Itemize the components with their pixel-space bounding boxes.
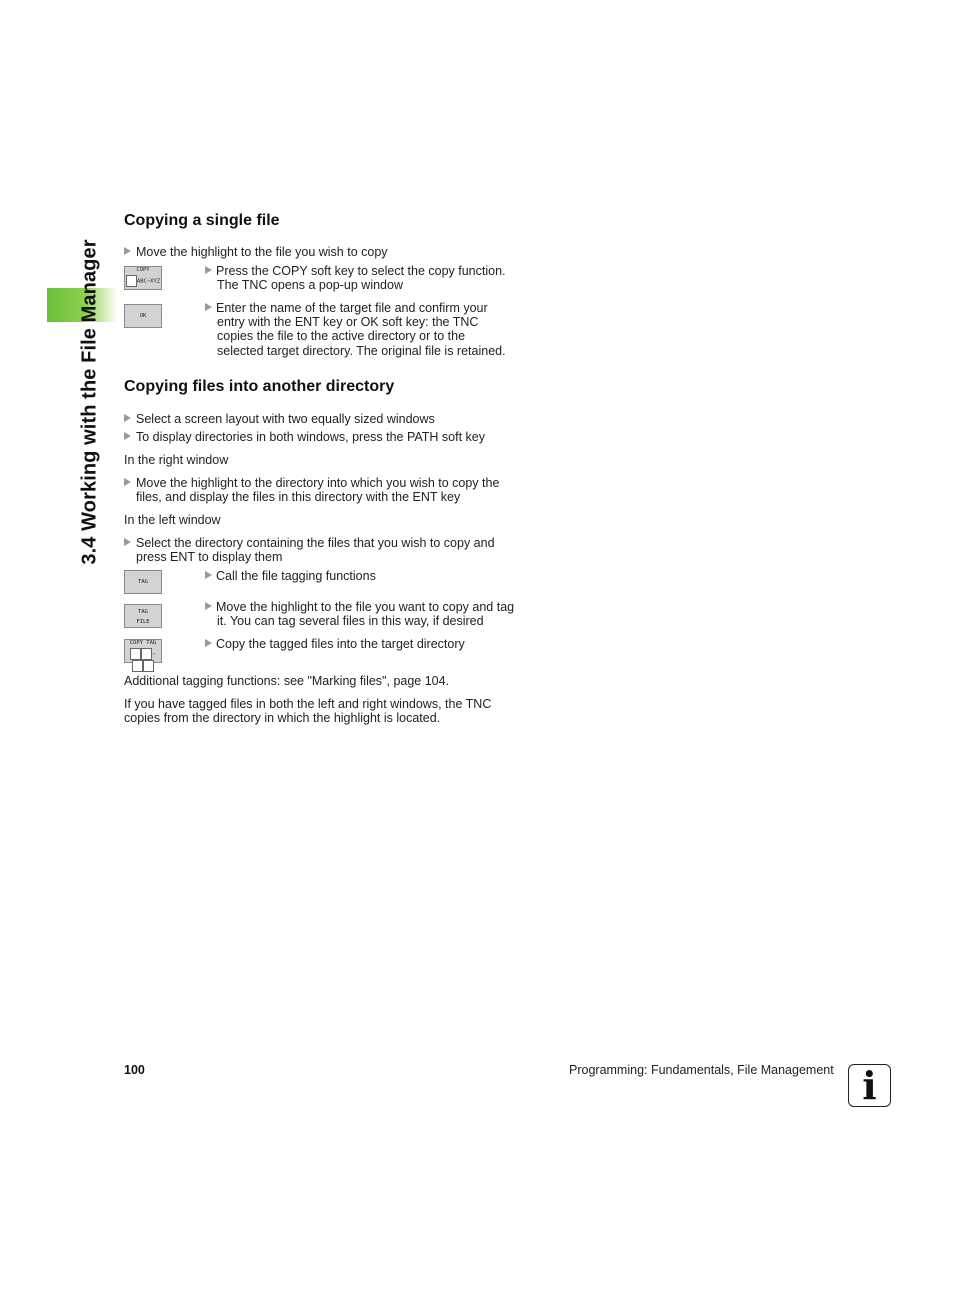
file-icon	[126, 275, 137, 287]
tag-softkey[interactable]: TAG	[124, 570, 162, 594]
step-text: Enter the name of the target file and confirm your	[216, 301, 488, 315]
step-arrow-icon	[205, 571, 212, 579]
step-text: To display directories in both windows, press the PATH soft key	[136, 430, 485, 444]
copy-softkey[interactable]: COPY ABC→XYZ	[124, 266, 162, 290]
arrow-right-icon: →	[152, 651, 156, 658]
page-number: 100	[124, 1063, 145, 1077]
file-icon	[130, 648, 141, 660]
step-arrow-icon	[205, 303, 212, 311]
arrow-right-icon: →	[146, 278, 151, 285]
section-heading-copy-directory: Copying files into another directory	[124, 378, 395, 395]
step-text: Move the highlight to the directory into which you wish to copy the	[136, 476, 500, 490]
step-text: Call the file tagging functions	[216, 569, 376, 583]
ok-softkey[interactable]: OK	[124, 304, 162, 328]
file-icon	[141, 648, 152, 660]
step-arrow-icon	[124, 538, 131, 546]
file-icon	[132, 660, 143, 672]
step-arrow-icon	[205, 639, 212, 647]
copy-tag-softkey[interactable]: COPY TAG →	[124, 639, 162, 663]
footer-title: Programming: Fundamentals, File Management	[569, 1063, 834, 1077]
step-text: Press the COPY soft key to select the copy function.	[216, 264, 506, 278]
file-icon	[143, 660, 154, 672]
info-icon: i	[848, 1064, 891, 1107]
subheading-left-window: In the left window	[124, 513, 221, 527]
note-text: copies from the directory in which the highlight is located.	[124, 711, 441, 725]
section-heading-copy-single: Copying a single file	[124, 212, 280, 229]
step-text: files, and display the files in this directory with the ENT key	[136, 490, 461, 504]
step-text: press ENT to display them	[136, 550, 283, 564]
step-text: copies the file to the active directory or to the	[217, 329, 466, 343]
step-arrow-icon	[205, 266, 212, 274]
step-arrow-icon	[124, 478, 131, 486]
step-text: Select a screen layout with two equally sized windows	[136, 412, 435, 426]
step-arrow-icon	[124, 432, 131, 440]
step-text: Move the highlight to the file you want to copy and tag	[216, 600, 515, 614]
step-arrow-icon	[124, 414, 131, 422]
tag-file-softkey[interactable]: TAG FILE	[124, 604, 162, 628]
note-text: Additional tagging functions: see "Marking files", page 104.	[124, 674, 450, 688]
note-text: If you have tagged files in both the left and right windows, the TNC	[124, 697, 492, 711]
step-text: Copy the tagged files into the target directory	[216, 637, 465, 651]
step-text: Move the highlight to the file you wish to copy	[136, 245, 388, 259]
step-text: selected target directory. The original file is retained.	[217, 344, 506, 358]
subheading-right-window: In the right window	[124, 453, 229, 467]
step-text: Select the directory containing the files that you wish to copy and	[136, 536, 495, 550]
step-arrow-icon	[124, 247, 131, 255]
step-text: it. You can tag several files in this way, if desired	[217, 614, 484, 628]
step-text: The TNC opens a pop-up window	[217, 278, 403, 292]
step-text: entry with the ENT key or OK soft key: the TNC	[217, 315, 479, 329]
step-arrow-icon	[205, 602, 212, 610]
